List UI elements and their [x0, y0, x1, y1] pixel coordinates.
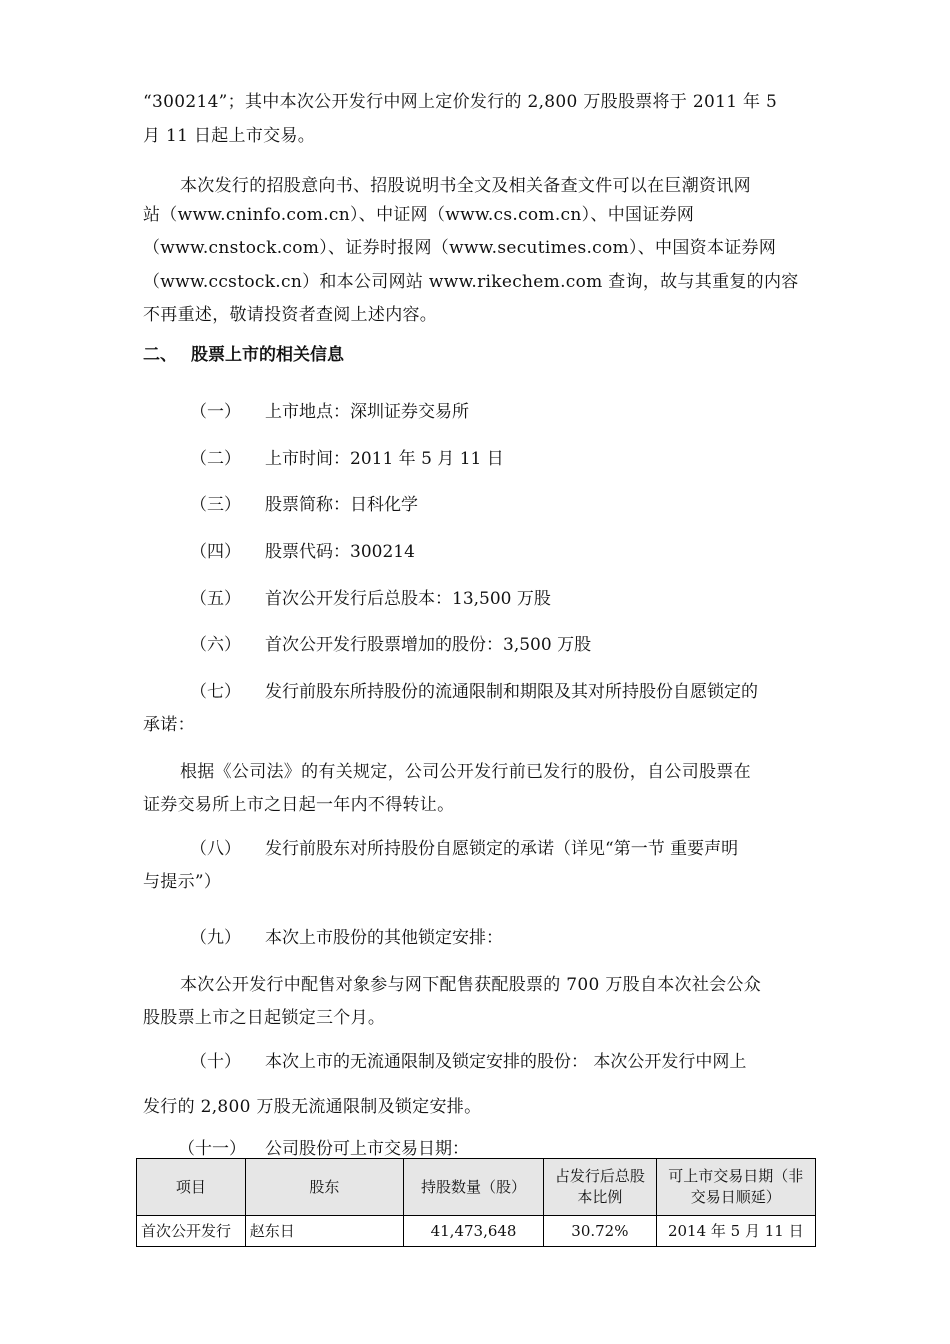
- item-text: 发行前股东所持股份的流通限制和期限及其对所持股份自愿锁定的: [265, 682, 758, 702]
- paragraph2-line5: 不再重述，敬请投资者查阅上述内容。: [143, 305, 438, 325]
- item-text: 公司股份可上市交易日期：: [265, 1139, 469, 1159]
- item-text: 发行前股东对所持股份自愿锁定的承诺（详见“第一节 重要声明: [265, 839, 739, 859]
- paragraph1-line2: 月 11 日起上市交易。: [143, 126, 316, 146]
- item-text: 上市地点：深圳证券交易所: [265, 402, 469, 422]
- header-item: 项目: [137, 1159, 246, 1216]
- item-number: （六）: [190, 635, 241, 655]
- item-number: （二）: [190, 449, 241, 469]
- section-number: 二、: [143, 345, 177, 365]
- table-header-row: [137, 1159, 816, 1216]
- lock-paragraph-line2: 股股票上市之日起锁定三个月。: [143, 1008, 386, 1028]
- cell-listing-date: 2014 年 5 月 11 日: [656, 1216, 815, 1247]
- header-date-line1: 可上市交易日期（非: [668, 1167, 804, 1185]
- item-number: （十一）: [178, 1139, 246, 1159]
- lock-paragraph-line1: 本次公开发行中配售对象参与网下配售获配股票的 700 万股自本次社会公众: [180, 975, 762, 995]
- header-listing-date: [656, 1159, 815, 1216]
- header-date-line2: 交易日顺延）: [690, 1188, 781, 1206]
- item-text: 首次公开发行股票增加的股份：3,500 万股: [265, 635, 592, 655]
- cell-shareholder: 赵东日: [245, 1216, 403, 1247]
- item-number: （八）: [190, 839, 241, 859]
- item-text: 本次上市的无流通限制及锁定安排的股份： 本次公开发行中网上: [265, 1052, 747, 1072]
- item-continuation: 发行的 2,800 万股无流通限制及锁定安排。: [143, 1097, 482, 1117]
- paragraph2-line4: （www.ccstock.cn）和本公司网站 www.rikechem.com 查询，故与其重复的内容: [143, 272, 799, 292]
- item-continuation: 与提示”）: [143, 872, 222, 892]
- item-text: 首次公开发行后总股本：13,500 万股: [265, 589, 551, 609]
- item-number: （五）: [190, 589, 241, 609]
- section-title: 股票上市的相关信息: [191, 345, 344, 365]
- item-text: 上市时间：2011 年 5 月 11 日: [265, 449, 504, 469]
- item-number: （十）: [190, 1052, 241, 1072]
- item-number: （一）: [190, 402, 241, 422]
- law-paragraph-line1: 根据《公司法》的有关规定，公司公开发行前已发行的股份，自公司股票在: [180, 762, 751, 782]
- item-text: 本次上市股份的其他锁定安排：: [265, 928, 503, 948]
- paragraph1-line1: “300214”；其中本次公开发行中网上定价发行的 2,800 万股股票将于 2011 年 5: [143, 92, 778, 112]
- header-ratio-line1: 占发行后总股: [554, 1167, 645, 1185]
- cell-item: 首次公开发行: [137, 1216, 246, 1247]
- item-number: （七）: [190, 682, 241, 702]
- item-text: 股票简称：日科化学: [265, 495, 418, 515]
- item-number: （九）: [190, 928, 241, 948]
- header-ratio-line2: 本比例: [577, 1188, 623, 1206]
- cell-ratio: 30.72%: [544, 1216, 656, 1247]
- item-continuation: 承诺：: [143, 715, 195, 735]
- cell-holding: 41,473,648: [403, 1216, 543, 1247]
- item-number: （四）: [190, 542, 241, 562]
- item-number: （三）: [190, 495, 241, 515]
- item-text: 股票代码：300214: [265, 542, 415, 562]
- paragraph2-line1: 本次发行的招股意向书、招股说明书全文及相关备查文件可以在巨潮资讯网: [180, 176, 751, 196]
- paragraph2-line2: 站（www.cninfo.com.cn）、中证网（www.cs.com.cn）、中国证券网: [143, 205, 695, 225]
- header-holding: 持股数量（股）: [403, 1159, 543, 1216]
- listing-date-table: [136, 1158, 816, 1247]
- law-paragraph-line2: 证券交易所上市之日起一年内不得转让。: [143, 795, 455, 815]
- header-ratio: [544, 1159, 656, 1216]
- paragraph2-line3: （www.cnstock.com）、证券时报网（www.secutimes.com）、中国资本证券网: [143, 238, 777, 258]
- table-row: [137, 1216, 816, 1247]
- header-shareholder: 股东: [245, 1159, 403, 1216]
